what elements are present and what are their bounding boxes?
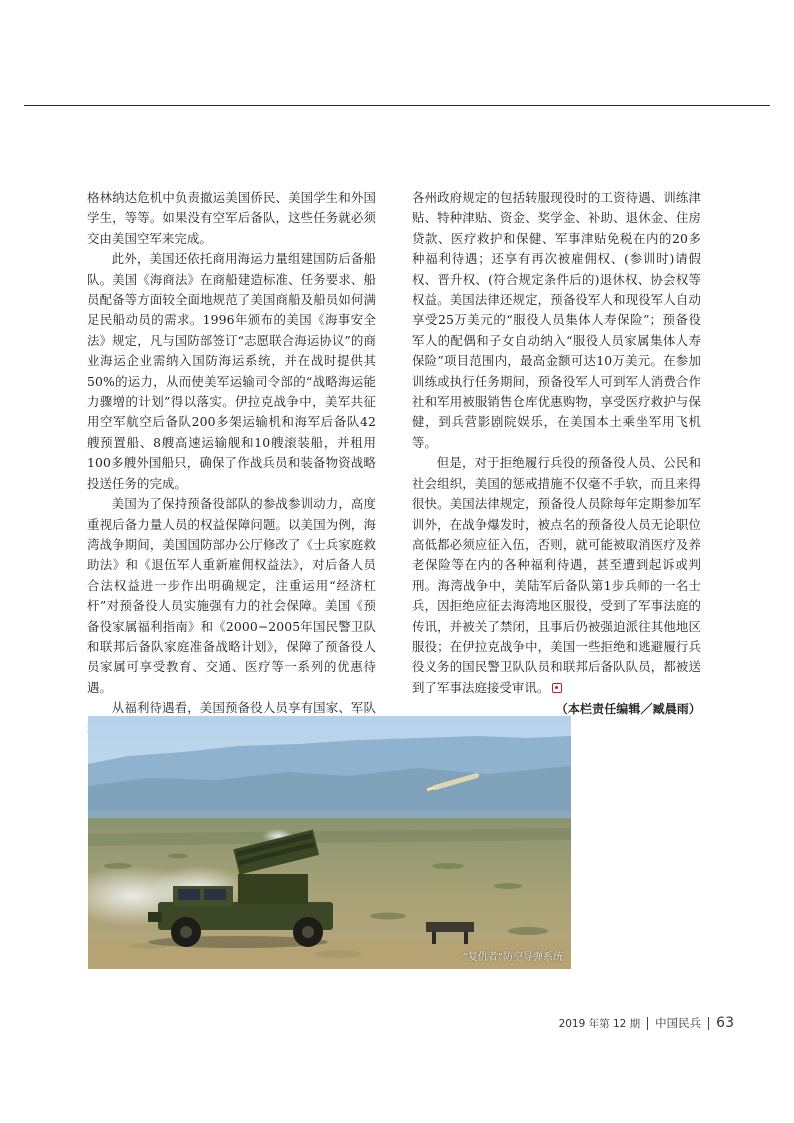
article-column-left (87, 188, 376, 739)
paragraph: 此外，美国还依托商用海运力量组建国防后备船队。美国《海商法》在商船建造标准、任务要求、船员配备等方面较全面地规范了美国商船及船员如何满足民船动员的需求。1996年颁布的美国《海事安全法》规定，凡与国防部签订“志愿联合海运协议”的商业海运企业需纳入国防海运系统，并在战时提供其50%的运力，从而使美军运输司令部的“战略海运能力骤增的计划”得以落实。伊拉克战争中，美军共征用空军航空后备队200多架运输机和海军后备队42艘预置船、8艘高速运输舰和10艘滚装船，并租用100多艘外国船只，确保了作战兵员和装备物资战略投送任务的完成。 (87, 251, 376, 491)
paragraph: 从福利待遇看，美国预备役人员享有国家、军队 (111, 700, 376, 716)
editor-credit: （本栏责任编辑／臧晨雨） (555, 702, 701, 717)
photo-illustration (88, 716, 571, 969)
issue-label: 2019 年第 12 期 (558, 1017, 641, 1030)
footer-divider (647, 1017, 648, 1030)
header-rule (24, 105, 770, 106)
paragraph: 美国为了保持预备役部队的参战参训动力，高度重视后备力量人员的权益保障问题。以美国为例，海湾战争期间，美国国防部办公厅修改了《士兵家庭救助法》和《退伍军人重新雇佣权益法》，对后备人员合法权益进一步作出明确规定，注重运用“经济杠杆”对预备役人员实施强有力的社会保障。美国《预备役家属福利指南》和《2000−2005年国民警卫队和联邦后备队家庭准备战略计划》，保障了预备役人员家属可享受教育、交通、医疗等一系列的优惠待遇。 (87, 496, 376, 695)
paragraph-text: 但是，对于拒绝履行兵役的预备役人员、公民和社会组织，美国的惩戒措施不仅毫不手软，而且来得很快。美国法律规定，预备役人员除每年定期参加军训外，在战争爆发时，被点名的预备役人员无论职位高低都必须应征入伍，否则，就可能被取消医疗及养老保险等在内的各种福利待遇，甚至遭到起诉或判刑。海湾战争中，美陆军后备队第1步兵师的一名士兵，因拒绝应征去海湾地区服役，受到了军事法庭的传讯，并被关了禁闭，且事后仍被强迫派往其他地区服役；在伊拉克战争中，美国一些拒绝和逃避履行兵役义务的国民警卫队队员和联邦后备队队员，都被送到了军事法庭接受审讯。 (412, 455, 701, 695)
footer-divider (708, 1017, 709, 1030)
article-column-right (412, 188, 701, 720)
paragraph (412, 453, 701, 698)
paragraph: 格林纳达危机中负责撤运美国侨民、美国学生和外国学生，等等。如果没有空军后备队，这些任务就必须交由美国空军来完成。 (87, 190, 376, 246)
photo-avenger-system (88, 716, 571, 969)
magazine-name: 中国民兵 (655, 1016, 702, 1030)
page-number: 63 (716, 1015, 734, 1031)
page-footer (559, 1015, 734, 1031)
paragraph: 各州政府规定的包括转服现役时的工资待遇、训练津贴、特种津贴、资金、奖学金、补助、退休金、住房贷款、医疗救护和保健、军事津贴免税在内的20多种福利待遇；还享有再次被雇佣权、(参训时)请假权、晋升权、(符合规定条件后的)退休权、协会权等权益。美国法律还规定，预备役军人和现役军人自动享受25万美元的“服役人员集体人寿保险”；预备役军人的配偶和子女自动纳入“服役人员家属集体人寿保险”项目范围内，最高金额可达10万美元。在参加训练或执行任务期间，预备役军人可到军人消费合作社和军用被服销售仓库优惠购物，享受医疗救护与保健，到兵营影剧院娱乐，在美国本土乘坐军用飞机等。 (412, 190, 701, 450)
end-mark-icon (552, 683, 562, 693)
photo-caption: “复仇者”防空导弹系统 (462, 952, 563, 963)
